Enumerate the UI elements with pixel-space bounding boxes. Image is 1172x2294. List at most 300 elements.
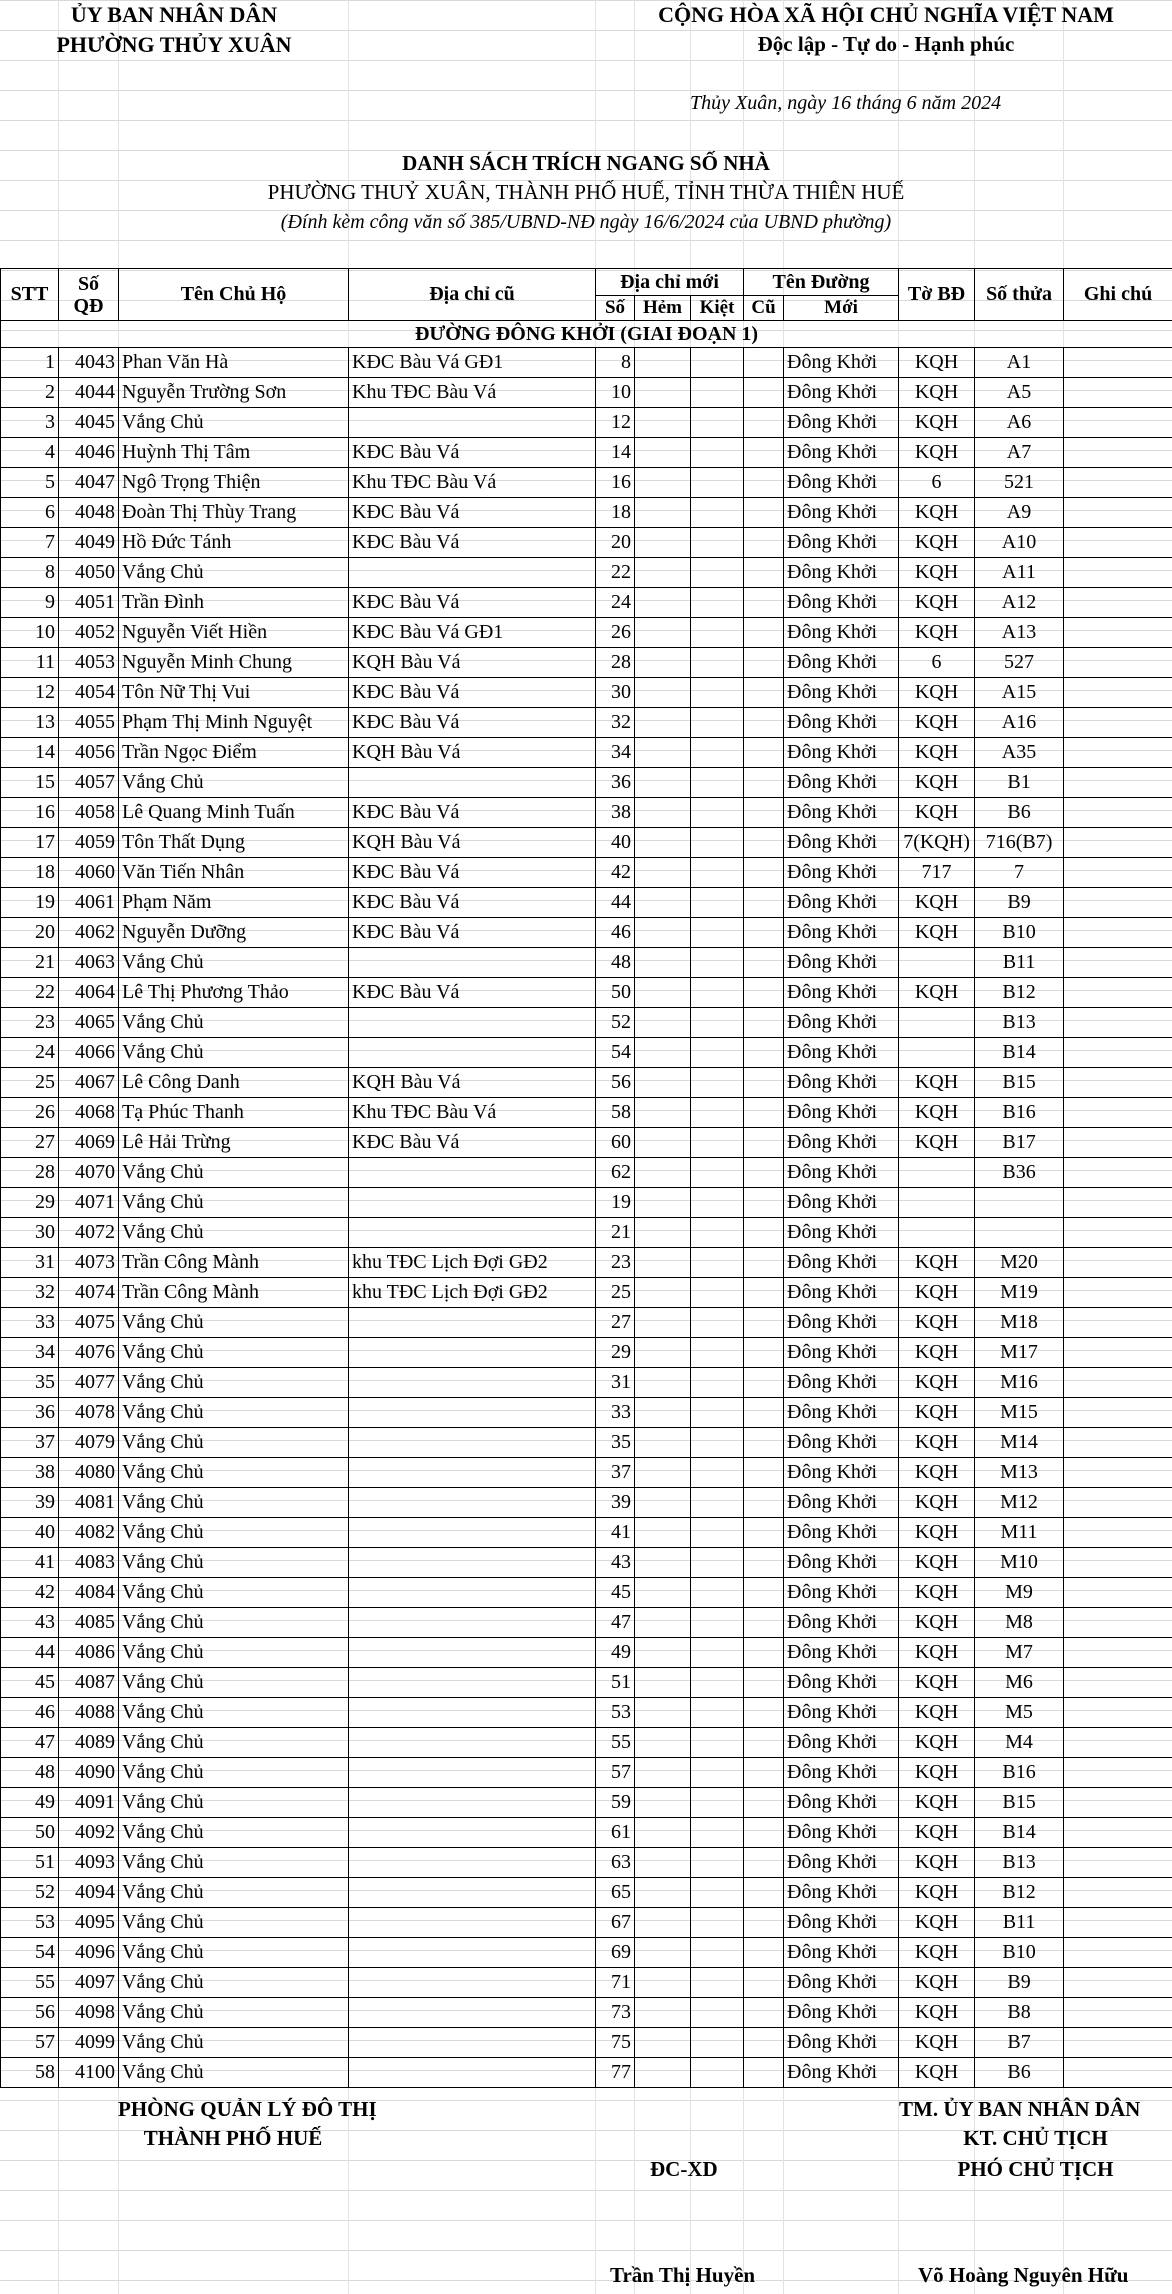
cell-moi: Đông Khởi xyxy=(784,1938,899,1968)
cell-cu xyxy=(744,1878,784,1908)
cell-ten-chu-ho: Vắng Chủ xyxy=(119,408,349,438)
cell-moi: Đông Khởi xyxy=(784,1848,899,1878)
cell-so-qd: 4068 xyxy=(59,1098,119,1128)
cell-ghi-chu xyxy=(1064,588,1172,618)
cell-dia-chi-cu: KĐC Bàu Vá xyxy=(349,588,596,618)
cell-so-thua xyxy=(975,1188,1064,1218)
cell-cu xyxy=(744,1128,784,1158)
cell-stt: 10 xyxy=(1,618,59,648)
cell-so: 42 xyxy=(596,858,635,888)
cell-dia-chi-cu xyxy=(349,768,596,798)
cell-to-bd: KQH xyxy=(899,1668,975,1698)
cell-so: 45 xyxy=(596,1578,635,1608)
cell-ghi-chu xyxy=(1064,528,1172,558)
cell-so-thua: M10 xyxy=(975,1548,1064,1578)
cell-dia-chi-cu xyxy=(349,1668,596,1698)
cell-kiet xyxy=(691,918,744,948)
cell-so-thua: A35 xyxy=(975,738,1064,768)
cell-stt: 18 xyxy=(1,858,59,888)
cell-so-thua: M17 xyxy=(975,1338,1064,1368)
cell-to-bd: 6 xyxy=(899,648,975,678)
cell-so-thua: A5 xyxy=(975,378,1064,408)
cell-so: 77 xyxy=(596,2058,635,2088)
cell-hem xyxy=(635,438,691,468)
nation-line-1: CỘNG HÒA XÃ HỘI CHỦ NGHĨA VIỆT NAM xyxy=(658,2,1114,27)
cell-stt: 53 xyxy=(1,1908,59,1938)
cell-so-qd: 4064 xyxy=(59,978,119,1008)
cell-kiet xyxy=(691,1728,744,1758)
table-row xyxy=(1,1848,1172,1878)
cell-so: 33 xyxy=(596,1398,635,1428)
cell-ghi-chu xyxy=(1064,1428,1172,1458)
cell-moi: Đông Khởi xyxy=(784,738,899,768)
table-row xyxy=(1,1548,1172,1578)
cell-stt: 1 xyxy=(1,348,59,378)
table-row xyxy=(1,558,1172,588)
cell-so-thua: B15 xyxy=(975,1068,1064,1098)
cell-dia-chi-cu xyxy=(349,1878,596,1908)
cell-so: 10 xyxy=(596,378,635,408)
cell-cu xyxy=(744,768,784,798)
cell-dia-chi-cu: KĐC Bàu Vá xyxy=(349,1128,596,1158)
cell-ten-chu-ho: Nguyễn Trường Sơn xyxy=(119,378,349,408)
cell-hem xyxy=(635,768,691,798)
cell-so-thua: M13 xyxy=(975,1458,1064,1488)
cell-to-bd: KQH xyxy=(899,558,975,588)
cell-moi: Đông Khởi xyxy=(784,558,899,588)
cell-kiet xyxy=(691,1338,744,1368)
cell-so: 32 xyxy=(596,708,635,738)
cell-stt: 4 xyxy=(1,438,59,468)
cell-stt: 28 xyxy=(1,1158,59,1188)
cell-ten-chu-ho: Phan Văn Hà xyxy=(119,348,349,378)
cell-kiet xyxy=(691,1608,744,1638)
cell-so-qd: 4085 xyxy=(59,1608,119,1638)
cell-moi: Đông Khởi xyxy=(784,468,899,498)
cell-cu xyxy=(744,1518,784,1548)
cell-so: 55 xyxy=(596,1728,635,1758)
cell-so-qd: 4045 xyxy=(59,408,119,438)
cell-kiet xyxy=(691,768,744,798)
cell-to-bd: KQH xyxy=(899,888,975,918)
table-row xyxy=(1,828,1172,858)
cell-so-thua: B12 xyxy=(975,978,1064,1008)
cell-stt: 27 xyxy=(1,1128,59,1158)
col-dia-chi-cu: Địa chỉ cũ xyxy=(349,269,596,321)
cell-cu xyxy=(744,1998,784,2028)
cell-cu xyxy=(744,378,784,408)
cell-so-qd: 4053 xyxy=(59,648,119,678)
cell-cu xyxy=(744,1218,784,1248)
cell-cu xyxy=(744,918,784,948)
cell-cu xyxy=(744,348,784,378)
cell-dia-chi-cu: KĐC Bàu Vá xyxy=(349,708,596,738)
table-row xyxy=(1,1878,1172,1908)
cell-stt: 32 xyxy=(1,1278,59,1308)
cell-so-thua: B9 xyxy=(975,888,1064,918)
table-row xyxy=(1,858,1172,888)
cell-hem xyxy=(635,1908,691,1938)
cell-so: 34 xyxy=(596,738,635,768)
cell-so-thua: B6 xyxy=(975,798,1064,828)
footer-left-line-2: THÀNH PHỐ HUẾ xyxy=(143,2126,323,2150)
cell-to-bd xyxy=(899,1188,975,1218)
cell-kiet xyxy=(691,888,744,918)
cell-cu xyxy=(744,438,784,468)
cell-to-bd: KQH xyxy=(899,2028,975,2058)
cell-so-qd: 4070 xyxy=(59,1158,119,1188)
cell-to-bd: KQH xyxy=(899,1128,975,1158)
cell-hem xyxy=(635,528,691,558)
cell-so: 58 xyxy=(596,1098,635,1128)
cell-kiet xyxy=(691,1308,744,1338)
cell-dia-chi-cu xyxy=(349,2058,596,2088)
table-row xyxy=(1,1428,1172,1458)
cell-moi: Đông Khởi xyxy=(784,1398,899,1428)
cell-moi: Đông Khởi xyxy=(784,1998,899,2028)
cell-so-qd: 4100 xyxy=(59,2058,119,2088)
cell-hem xyxy=(635,618,691,648)
cell-ghi-chu xyxy=(1064,738,1172,768)
cell-ten-chu-ho: Đoàn Thị Thùy Trang xyxy=(119,498,349,528)
cell-so-thua: A16 xyxy=(975,708,1064,738)
cell-ten-chu-ho: Lê Hải Trừng xyxy=(119,1128,349,1158)
cell-stt: 57 xyxy=(1,2028,59,2058)
cell-to-bd: KQH xyxy=(899,438,975,468)
cell-to-bd: 717 xyxy=(899,858,975,888)
cell-so: 40 xyxy=(596,828,635,858)
cell-dia-chi-cu xyxy=(349,1218,596,1248)
cell-hem xyxy=(635,1788,691,1818)
cell-ghi-chu xyxy=(1064,1398,1172,1428)
cell-so-thua: 716(B7) xyxy=(975,828,1064,858)
cell-so-qd: 4047 xyxy=(59,468,119,498)
cell-so: 67 xyxy=(596,1908,635,1938)
cell-kiet xyxy=(691,558,744,588)
cell-so-qd: 4091 xyxy=(59,1788,119,1818)
cell-moi: Đông Khởi xyxy=(784,348,899,378)
cell-to-bd: KQH xyxy=(899,1608,975,1638)
col-so-thua: Số thửa xyxy=(975,269,1064,321)
cell-ten-chu-ho: Vắng Chủ xyxy=(119,948,349,978)
cell-ghi-chu xyxy=(1064,1488,1172,1518)
cell-so-qd: 4059 xyxy=(59,828,119,858)
cell-ten-chu-ho: Vắng Chủ xyxy=(119,1998,349,2028)
cell-ten-chu-ho: Trần Công Mành xyxy=(119,1248,349,1278)
cell-hem xyxy=(635,978,691,1008)
cell-so-qd: 4099 xyxy=(59,2028,119,2058)
cell-dia-chi-cu xyxy=(349,1398,596,1428)
cell-to-bd: KQH xyxy=(899,1518,975,1548)
cell-hem xyxy=(635,1218,691,1248)
cell-so-thua: M6 xyxy=(975,1668,1064,1698)
cell-cu xyxy=(744,1968,784,1998)
cell-kiet xyxy=(691,1998,744,2028)
cell-ghi-chu xyxy=(1064,2058,1172,2088)
table-row xyxy=(1,888,1172,918)
cell-so-qd: 4071 xyxy=(59,1188,119,1218)
cell-kiet xyxy=(691,1398,744,1428)
cell-dia-chi-cu: KĐC Bàu Vá xyxy=(349,978,596,1008)
cell-so: 69 xyxy=(596,1938,635,1968)
table-row xyxy=(1,738,1172,768)
cell-kiet xyxy=(691,858,744,888)
cell-moi: Đông Khởi xyxy=(784,1608,899,1638)
cell-so-thua: A15 xyxy=(975,678,1064,708)
cell-ghi-chu xyxy=(1064,918,1172,948)
cell-moi: Đông Khởi xyxy=(784,888,899,918)
cell-kiet xyxy=(691,1848,744,1878)
cell-hem xyxy=(635,1608,691,1638)
table-row xyxy=(1,1788,1172,1818)
table-row xyxy=(1,948,1172,978)
cell-ten-chu-ho: Lê Thị Phương Thảo xyxy=(119,978,349,1008)
cell-so: 51 xyxy=(596,1668,635,1698)
cell-to-bd: KQH xyxy=(899,1068,975,1098)
cell-stt: 11 xyxy=(1,648,59,678)
table-row xyxy=(1,1188,1172,1218)
cell-moi: Đông Khởi xyxy=(784,1728,899,1758)
cell-dia-chi-cu xyxy=(349,1428,596,1458)
cell-cu xyxy=(744,1098,784,1128)
cell-moi: Đông Khởi xyxy=(784,498,899,528)
cell-so-qd: 4092 xyxy=(59,1818,119,1848)
cell-stt: 2 xyxy=(1,378,59,408)
cell-so: 21 xyxy=(596,1218,635,1248)
cell-cu xyxy=(744,1368,784,1398)
cell-dia-chi-cu xyxy=(349,1758,596,1788)
cell-moi: Đông Khởi xyxy=(784,1158,899,1188)
cell-ten-chu-ho: Vắng Chủ xyxy=(119,1458,349,1488)
cell-cu xyxy=(744,708,784,738)
cell-moi: Đông Khởi xyxy=(784,1758,899,1788)
cell-stt: 16 xyxy=(1,798,59,828)
cell-so: 63 xyxy=(596,1848,635,1878)
cell-stt: 33 xyxy=(1,1308,59,1338)
cell-to-bd: KQH xyxy=(899,768,975,798)
cell-ghi-chu xyxy=(1064,1608,1172,1638)
cell-dia-chi-cu xyxy=(349,1938,596,1968)
cell-to-bd: KQH xyxy=(899,1998,975,2028)
cell-cu xyxy=(744,1038,784,1068)
cell-stt: 22 xyxy=(1,978,59,1008)
cell-so: 29 xyxy=(596,1338,635,1368)
cell-to-bd: KQH xyxy=(899,1098,975,1128)
cell-ghi-chu xyxy=(1064,798,1172,828)
cell-so-qd: 4097 xyxy=(59,1968,119,1998)
cell-so-qd: 4057 xyxy=(59,768,119,798)
cell-so-qd: 4095 xyxy=(59,1908,119,1938)
cell-to-bd: KQH xyxy=(899,1458,975,1488)
cell-kiet xyxy=(691,438,744,468)
cell-to-bd: 7(KQH) xyxy=(899,828,975,858)
cell-ghi-chu xyxy=(1064,1998,1172,2028)
cell-hem xyxy=(635,468,691,498)
cell-so-thua: M7 xyxy=(975,1638,1064,1668)
col-moi: Mới xyxy=(784,296,899,321)
cell-kiet xyxy=(691,468,744,498)
cell-so-thua: B12 xyxy=(975,1878,1064,1908)
cell-stt: 6 xyxy=(1,498,59,528)
cell-moi: Đông Khởi xyxy=(784,708,899,738)
cell-so: 16 xyxy=(596,468,635,498)
cell-moi: Đông Khởi xyxy=(784,648,899,678)
cell-ghi-chu xyxy=(1064,1698,1172,1728)
cell-ghi-chu xyxy=(1064,1188,1172,1218)
agency-line-2: PHƯỜNG THỦY XUÂN xyxy=(56,32,292,57)
cell-kiet xyxy=(691,1488,744,1518)
cell-dia-chi-cu xyxy=(349,1548,596,1578)
cell-so: 50 xyxy=(596,978,635,1008)
cell-stt: 47 xyxy=(1,1728,59,1758)
cell-stt: 8 xyxy=(1,558,59,588)
table-row xyxy=(1,1248,1172,1278)
cell-ghi-chu xyxy=(1064,1728,1172,1758)
cell-to-bd: KQH xyxy=(899,528,975,558)
cell-ten-chu-ho: Vắng Chủ xyxy=(119,1638,349,1668)
cell-ghi-chu xyxy=(1064,1278,1172,1308)
cell-hem xyxy=(635,1848,691,1878)
cell-so: 30 xyxy=(596,678,635,708)
cell-so-qd: 4063 xyxy=(59,948,119,978)
cell-so: 24 xyxy=(596,588,635,618)
cell-ghi-chu xyxy=(1064,1308,1172,1338)
cell-so: 27 xyxy=(596,1308,635,1338)
cell-hem xyxy=(635,738,691,768)
cell-stt: 24 xyxy=(1,1038,59,1068)
cell-ten-chu-ho: Vắng Chủ xyxy=(119,558,349,588)
cell-to-bd: KQH xyxy=(899,1548,975,1578)
cell-kiet xyxy=(691,1038,744,1068)
cell-ghi-chu xyxy=(1064,1848,1172,1878)
cell-to-bd xyxy=(899,1158,975,1188)
cell-to-bd: KQH xyxy=(899,798,975,828)
cell-ghi-chu xyxy=(1064,1968,1172,1998)
cell-so-thua: 527 xyxy=(975,648,1064,678)
cell-stt: 44 xyxy=(1,1638,59,1668)
cell-cu xyxy=(744,798,784,828)
col-to-bd: Tờ BĐ xyxy=(899,269,975,321)
cell-ten-chu-ho: Trần Công Mành xyxy=(119,1278,349,1308)
cell-hem xyxy=(635,1128,691,1158)
table-row xyxy=(1,1668,1172,1698)
cell-moi: Đông Khởi xyxy=(784,1788,899,1818)
cell-so-thua: B8 xyxy=(975,1998,1064,2028)
cell-so-qd: 4051 xyxy=(59,588,119,618)
cell-hem xyxy=(635,1008,691,1038)
cell-stt: 54 xyxy=(1,1938,59,1968)
cell-to-bd: KQH xyxy=(899,1338,975,1368)
cell-kiet xyxy=(691,708,744,738)
cell-ten-chu-ho: Vắng Chủ xyxy=(119,1578,349,1608)
cell-so: 47 xyxy=(596,1608,635,1638)
table-row xyxy=(1,438,1172,468)
cell-cu xyxy=(744,1278,784,1308)
cell-to-bd: KQH xyxy=(899,1308,975,1338)
cell-so-qd: 4083 xyxy=(59,1548,119,1578)
cell-hem xyxy=(635,858,691,888)
cell-stt: 56 xyxy=(1,1998,59,2028)
cell-so-qd: 4075 xyxy=(59,1308,119,1338)
cell-so: 18 xyxy=(596,498,635,528)
cell-so-qd: 4086 xyxy=(59,1638,119,1668)
cell-stt: 36 xyxy=(1,1398,59,1428)
cell-so: 36 xyxy=(596,768,635,798)
cell-hem xyxy=(635,1428,691,1458)
cell-moi: Đông Khởi xyxy=(784,1818,899,1848)
cell-ten-chu-ho: Vắng Chủ xyxy=(119,1218,349,1248)
cell-so-thua: B10 xyxy=(975,1938,1064,1968)
cell-to-bd: KQH xyxy=(899,1638,975,1668)
cell-so-qd: 4078 xyxy=(59,1398,119,1428)
cell-cu xyxy=(744,618,784,648)
cell-hem xyxy=(635,918,691,948)
cell-to-bd: KQH xyxy=(899,678,975,708)
cell-so-qd: 4058 xyxy=(59,798,119,828)
cell-dia-chi-cu: KĐC Bàu Vá xyxy=(349,438,596,468)
cell-moi: Đông Khởi xyxy=(784,1308,899,1338)
cell-hem xyxy=(635,1548,691,1578)
cell-to-bd: KQH xyxy=(899,738,975,768)
cell-to-bd: KQH xyxy=(899,1908,975,1938)
table-row xyxy=(1,1098,1172,1128)
col-kiet: Kiệt xyxy=(691,296,744,321)
cell-moi: Đông Khởi xyxy=(784,1428,899,1458)
cell-hem xyxy=(635,1338,691,1368)
cell-kiet xyxy=(691,2028,744,2058)
cell-cu xyxy=(744,1338,784,1368)
cell-kiet xyxy=(691,648,744,678)
cell-ghi-chu xyxy=(1064,1518,1172,1548)
cell-so-qd: 4096 xyxy=(59,1938,119,1968)
cell-stt: 13 xyxy=(1,708,59,738)
cell-ten-chu-ho: Vắng Chủ xyxy=(119,1518,349,1548)
cell-ghi-chu xyxy=(1064,978,1172,1008)
table-row xyxy=(1,1578,1172,1608)
cell-stt: 29 xyxy=(1,1188,59,1218)
cell-ghi-chu xyxy=(1064,1788,1172,1818)
cell-ghi-chu xyxy=(1064,498,1172,528)
table-row xyxy=(1,1638,1172,1668)
cell-moi: Đông Khởi xyxy=(784,678,899,708)
cell-moi: Đông Khởi xyxy=(784,978,899,1008)
cell-ten-chu-ho: Vắng Chủ xyxy=(119,1728,349,1758)
cell-dia-chi-cu: khu TĐC Lịch Đợi GĐ2 xyxy=(349,1278,596,1308)
cell-so: 60 xyxy=(596,1128,635,1158)
cell-so: 22 xyxy=(596,558,635,588)
table-row xyxy=(1,2058,1172,2088)
cell-to-bd: KQH xyxy=(899,1728,975,1758)
cell-ten-chu-ho: Ngô Trọng Thiện xyxy=(119,468,349,498)
cell-hem xyxy=(635,648,691,678)
cell-ten-chu-ho: Vắng Chủ xyxy=(119,1038,349,1068)
cell-hem xyxy=(635,1878,691,1908)
cell-dia-chi-cu xyxy=(349,1818,596,1848)
cell-stt: 55 xyxy=(1,1968,59,1998)
cell-hem xyxy=(635,1968,691,1998)
cell-hem xyxy=(635,678,691,708)
cell-so: 31 xyxy=(596,1368,635,1398)
table-row xyxy=(1,468,1172,498)
cell-moi: Đông Khởi xyxy=(784,918,899,948)
cell-kiet xyxy=(691,1098,744,1128)
cell-so-thua: B7 xyxy=(975,2028,1064,2058)
cell-kiet xyxy=(691,738,744,768)
cell-cu xyxy=(744,1548,784,1578)
table-row xyxy=(1,1608,1172,1638)
cell-so-thua: B14 xyxy=(975,1818,1064,1848)
cell-kiet xyxy=(691,528,744,558)
